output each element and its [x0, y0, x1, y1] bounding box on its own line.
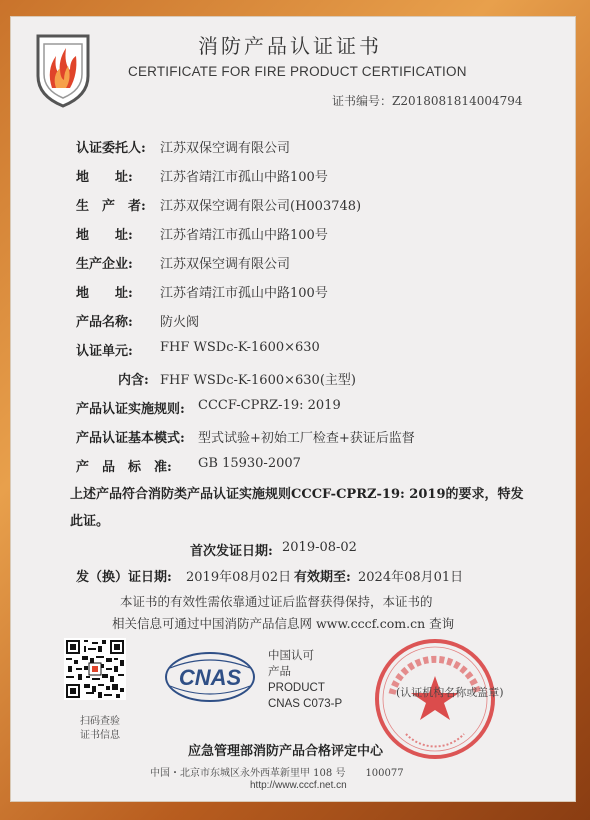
issue-date-value: 2019年08月02日	[186, 570, 292, 585]
issuer-website[interactable]: http://www.cccf.net.cn	[250, 780, 347, 791]
field-value-manufacturer-address: 江苏省靖江市孤山中路100号	[160, 286, 328, 301]
field-value-cert-mode: 型式试验+初始工厂检查+获证后监督	[198, 431, 415, 446]
certificate-number-label: 证书编号：	[332, 94, 393, 108]
field-label-manufacturer-address: 地 址:	[76, 286, 133, 301]
certificate-title: 消防产品认证证书	[198, 34, 382, 58]
field-value-implementation-rule: CCCF-CPRZ-19: 2019	[198, 398, 341, 413]
field-label-product-standard: 产 品 标 准:	[76, 460, 172, 475]
field-value-product-name: 防火阀	[160, 315, 200, 330]
valid-until-label: 有效期至:	[294, 570, 351, 585]
field-value-producer-address: 江苏省靖江市孤山中路100号	[160, 228, 328, 243]
field-label-product-name: 产品名称:	[76, 315, 133, 330]
qr-code-icon[interactable]	[64, 638, 126, 700]
field-label-producer-address: 地 址:	[76, 228, 133, 243]
fire-certification-logo-icon	[32, 30, 94, 108]
field-value-applicant-address: 江苏省靖江市孤山中路100号	[160, 170, 328, 185]
cnas-line-3: PRODUCT	[268, 682, 325, 694]
issuer-address: 中国・北京市东城区永外西革新里甲 108 号 100077	[150, 768, 404, 779]
seal-stamp-note: (认证机构名称或盖章)	[396, 686, 504, 699]
field-label-applicant: 认证委托人:	[76, 141, 146, 156]
field-label-producer: 生 产 者:	[76, 199, 146, 214]
valid-until-value: 2024年08月01日	[358, 570, 464, 585]
cnas-line-1: 中国认可	[268, 650, 314, 662]
issuing-authority: 应急管理部消防产品合格评定中心	[188, 744, 384, 759]
field-value-contains: FHF WSDc-K-1600×630(主型)	[160, 373, 356, 388]
certificate-number	[332, 92, 523, 109]
field-value-product-standard: GB 15930-2007	[198, 456, 301, 471]
validity-note-line-2: 相关信息可通过中国消防产品信息网 www.cccf.com.cn 查询	[112, 616, 455, 631]
cnas-accreditation-text	[268, 648, 342, 712]
cnas-accreditation-logo-icon	[160, 648, 260, 706]
qr-caption-line-2: 证书信息	[80, 730, 120, 741]
first-issue-date-label: 首次发证日期:	[190, 544, 273, 559]
first-issue-date-value: 2019-08-02	[282, 540, 357, 555]
field-value-manufacturer: 江苏双保空调有限公司	[160, 257, 291, 272]
field-value-applicant: 江苏双保空调有限公司	[160, 141, 291, 156]
cnas-line-4: CNAS C073-P	[268, 698, 343, 710]
field-label-implementation-rule: 产品认证实施规则:	[76, 402, 185, 417]
field-value-cert-unit: FHF WSDc-K-1600×630	[160, 340, 320, 355]
field-label-manufacturer: 生产企业:	[76, 257, 133, 272]
conformity-statement-line-1: 上述产品符合消防类产品认证实施规则CCCF-CPRZ-19: 2019的要求，特发	[70, 487, 524, 502]
field-label-cert-mode: 产品认证基本模式:	[76, 431, 185, 446]
conformity-statement-line-2: 此证。	[70, 514, 110, 529]
issue-date-label: 发（换）证日期:	[76, 570, 172, 585]
certificate-title-english: CERTIFICATE FOR FIRE PRODUCT CERTIFICATION	[128, 64, 467, 79]
field-label-applicant-address: 地 址:	[76, 170, 133, 185]
validity-note-line-1: 本证书的有效性需依靠通过证后监督获得保持，本证书的	[120, 594, 433, 609]
field-label-contains: 内含:	[118, 373, 149, 388]
field-label-cert-unit: 认证单元:	[76, 344, 133, 359]
qr-caption-line-1: 扫码查验	[80, 716, 120, 727]
field-value-producer: 江苏双保空调有限公司(H003748)	[160, 199, 362, 214]
cnas-line-2: 产品	[268, 666, 291, 678]
cnas-logo-text: CNAS	[178, 665, 242, 690]
certificate-number-value: Z2018081814004794	[392, 94, 523, 108]
